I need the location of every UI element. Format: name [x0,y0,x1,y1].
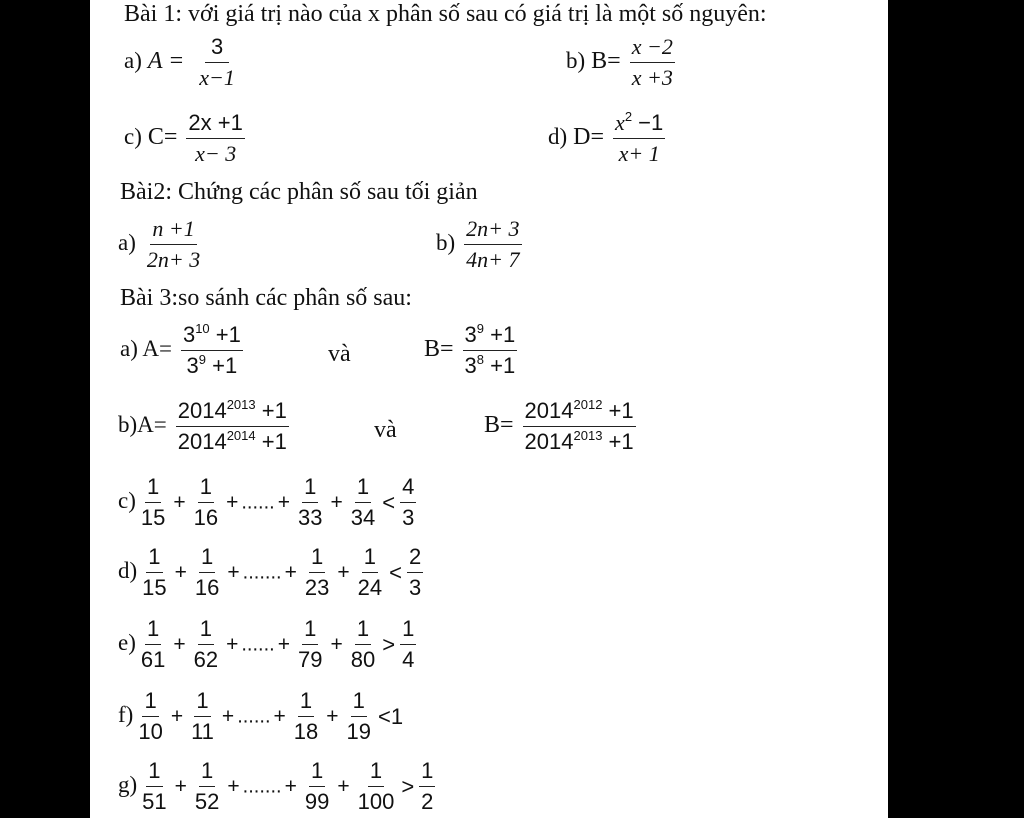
bai3-b-A-fraction [176,396,289,457]
bai3-a-B-fraction [463,320,518,381]
sum-term-3 [296,472,324,533]
plus-sign: + [330,490,343,514]
plus-sign: + [277,490,290,514]
comparison-sign: > [382,631,396,657]
exponent: 9 [198,352,207,367]
bai1-c-den: x− 3 [195,141,237,166]
bai1-c-label: c) [124,124,142,150]
bai2-a-den: 2n+ 3 [146,247,201,272]
bai1-d-num-rest: −1 [632,110,664,135]
bai1-c-lhs: C= [147,124,178,151]
bai3-b-B-label: B= [484,412,514,439]
sum-term-2-den: 62 [193,647,219,672]
exp-base: 3 [464,353,477,378]
sum-term-4-num: 1 [355,614,371,645]
bai3-b-B [484,396,639,457]
bai3-a-A-den [185,351,240,381]
bai3-a-B-den [463,351,518,381]
sum-term-4-den: 80 [350,647,376,672]
exponent: 9 [476,321,485,336]
sum-result-num: 1 [400,614,416,645]
bai1-b-label: b) [566,48,586,74]
sum-row-e [118,614,419,675]
sum-term-3-den: 99 [304,789,330,814]
bai3-a-label: a) A= [120,336,172,362]
sum-term-3 [292,686,320,747]
sum-term-3-den: 33 [297,505,323,530]
sum-term-4-den: 34 [350,505,376,530]
plus-sign: + [227,774,240,798]
bai1-c-num: 2x +1 [186,108,244,139]
sum-term-3-den: 23 [304,575,330,600]
sum-term-3-num: 1 [302,472,318,503]
sum-term-2-den: 11 [191,719,214,744]
exp-base: 3 [464,322,477,347]
sum-row-g [118,756,438,817]
plus-sign: + [326,704,339,728]
plus-sign: + [273,704,286,728]
sum-term-1-num: 1 [146,756,162,787]
sum-term-4-num: 1 [368,756,384,787]
exponent: 2013 [573,428,603,443]
sum-term-2 [192,472,220,533]
ellipsis: ...... [241,491,275,514]
exp-base: 3 [182,322,196,347]
sum-term-2 [193,542,221,603]
bai3-a-B-label: B= [424,336,454,363]
plus-sign: + [170,704,184,728]
exponent: 10 [195,321,210,336]
ellipsis: ....... [242,775,282,798]
sum-term-1 [140,542,168,603]
sum-result-den: 3 [408,575,422,600]
sum-term-3-num: 1 [298,686,314,717]
ellipsis: ...... [241,633,275,656]
bai2-a-label: a) [118,230,136,256]
comparison-sign: > [401,773,415,799]
sum-term-2-den: 52 [194,789,220,814]
sum-label: f) [118,702,134,728]
sum-term-1-den: 15 [140,505,166,530]
sum-term-1 [139,472,167,533]
comparison-sign: <1 [378,703,404,729]
sum-term-4 [356,542,384,603]
exp-base: 3 [186,353,199,378]
sum-term-3-num: 1 [309,542,325,573]
ellipsis: ...... [237,705,271,728]
sum-term-2 [192,614,220,675]
sum-label: g) [118,772,138,798]
exercise-page [90,0,888,818]
plus-sign: + [226,490,239,514]
sum-term-1 [140,756,168,817]
exp-rest: +1 [255,398,287,423]
bai3-b-B-fraction [523,396,636,457]
exp-base: 2014 [177,429,227,454]
sum-term-1 [136,686,164,747]
sum-term-3-num: 1 [309,756,325,787]
sum-term-1-num: 1 [146,542,162,573]
sum-term-2-den: 16 [194,575,220,600]
sum-term-1-den: 10 [138,719,163,744]
sum-result-den: 2 [421,789,434,814]
sum-term-2-num: 1 [199,756,215,787]
bai3-a [120,320,246,381]
sum-term-4 [345,686,373,747]
plus-sign: + [330,632,343,656]
sum-term-2-num: 1 [198,614,214,645]
sum-term-1-num: 1 [145,472,161,503]
bai1-d-label: d) [548,124,568,150]
exponent: 2013 [226,397,256,412]
bai3-title: Bài 3:so sánh các phân số sau: [120,285,412,311]
bai1-d-num [613,108,665,139]
plus-sign: + [173,490,186,514]
sum-term-1-num: 1 [145,614,161,645]
comparison-sign: < [389,559,402,585]
bai3-a-A-num [181,320,243,351]
plus-sign: + [173,632,186,656]
bai1-a-den: x−1 [199,65,235,90]
bai1-d-fraction [613,108,665,169]
plus-sign: + [337,774,350,798]
plus-sign: + [221,704,235,728]
bai1-a-num: 3 [205,32,229,63]
sum-term-4 [349,472,377,533]
sum-term-1-den: 61 [140,647,166,672]
bai2-b-label: b) [436,230,456,256]
exp-base: 2014 [524,398,574,423]
sum-label: d) [118,558,138,584]
bai3-a-va: và [328,341,351,367]
bai2-a-fraction [145,214,202,275]
sum-label: e) [118,630,136,656]
sum-term-3 [303,756,331,817]
bai1-b-num: x −2 [630,32,675,63]
bai1-c-fraction [186,108,244,169]
sum-term-4-den: 100 [357,789,395,814]
exponent: 2014 [226,428,256,443]
bai1-a-fraction [193,32,241,93]
bai3-b-label: b)A= [118,412,167,438]
bai2-b [436,214,525,275]
sum-result-num: 1 [419,756,435,787]
comparison-sign: < [382,489,396,515]
sum-term-4-den: 24 [357,575,383,600]
bai3-a-B [424,320,520,381]
bai3-a-A-fraction [181,320,243,381]
bai1-d-den: x+ 1 [618,141,660,166]
exp-rest: +1 [484,322,516,347]
bai1-a-label: a) [124,48,142,74]
bai1-b-lhs: B= [591,48,621,75]
sum-term-1-num: 1 [142,686,158,717]
plus-sign: + [284,560,297,584]
bai1-d-num-exp: 2 [624,109,633,124]
sum-term-3-num: 1 [302,614,318,645]
sum-term-3 [296,614,324,675]
exp-rest: +1 [209,322,241,347]
sum-term-4 [356,756,397,817]
bai1-b-den: x +3 [631,65,673,90]
bai3-b-B-den [523,427,636,457]
sum-term-2 [189,686,216,747]
bai1-d [548,108,668,169]
plus-sign: + [174,774,187,798]
exponent: 8 [476,352,485,367]
sum-term-4-num: 1 [351,686,367,717]
plus-sign: + [337,560,350,584]
sum-term-4 [349,614,377,675]
bai2-b-den: 4n+ 7 [466,247,520,272]
bai1-d-num-base: x [615,110,625,135]
sum-result [400,614,416,675]
sum-result-num: 2 [407,542,423,573]
bai1-title: Bài 1: với giá trị nào của x phân số sau có giá trị là một số nguyên: [124,1,767,27]
sum-term-3 [303,542,331,603]
sum-term-4-den: 19 [346,719,372,744]
bai3-b-A-den [176,427,289,457]
sum-row-d [118,542,426,603]
bai1-b-fraction [630,32,675,93]
sum-term-3-den: 79 [297,647,323,672]
sum-term-2-den: 16 [193,505,219,530]
sum-result [407,542,423,603]
sum-row-c [118,472,419,533]
sum-term-2-num: 1 [194,686,210,717]
bai3-b-va: và [374,417,397,443]
bai1-d-lhs: D= [573,124,605,151]
sum-label: c) [118,488,136,514]
plus-sign: + [226,632,239,656]
exp-base: 2014 [177,398,227,423]
ellipsis: ....... [242,561,282,584]
plus-sign: + [284,774,297,798]
bai2-b-fraction [464,214,521,275]
bai3-b-A-num [176,396,289,427]
bai1-b [566,32,678,93]
bai3-a-B-num [463,320,518,351]
exp-rest: +1 [484,353,516,378]
exp-rest: +1 [602,429,634,454]
exp-rest: +1 [206,353,238,378]
sum-term-1 [139,614,167,675]
bai2-title: Bài2: Chứng các phân số sau tối giản [120,179,478,205]
sum-term-1-den: 51 [142,789,167,814]
bai2-b-num: 2n+ 3 [464,214,521,245]
plus-sign: + [227,560,240,584]
exponent: 2012 [573,397,603,412]
sum-result [400,472,416,533]
bai1-a-lhs: A = [147,48,185,75]
plus-sign: + [277,632,290,656]
plus-sign: + [174,560,187,584]
exp-rest: +1 [602,398,634,423]
sum-result-den: 4 [402,647,415,672]
sum-result [419,756,435,817]
bai3-b-B-num [523,396,636,427]
bai2-a-num: n +1 [150,214,196,245]
sum-term-4-num: 1 [355,472,371,503]
sum-term-2-num: 1 [199,542,215,573]
bai1-a [124,32,244,93]
bai2-a [118,214,205,275]
sum-row-f [118,686,405,747]
bai3-b [118,396,292,457]
sum-result-num: 4 [400,472,416,503]
sum-result-den: 3 [402,505,415,530]
exp-base: 2014 [524,429,574,454]
sum-term-4-num: 1 [362,542,378,573]
exp-rest: +1 [255,429,287,454]
sum-term-3-den: 18 [293,719,319,744]
sum-term-2 [193,756,221,817]
sum-term-2-num: 1 [198,472,214,503]
bai1-c [124,108,248,169]
sum-term-1-den: 15 [142,575,167,600]
